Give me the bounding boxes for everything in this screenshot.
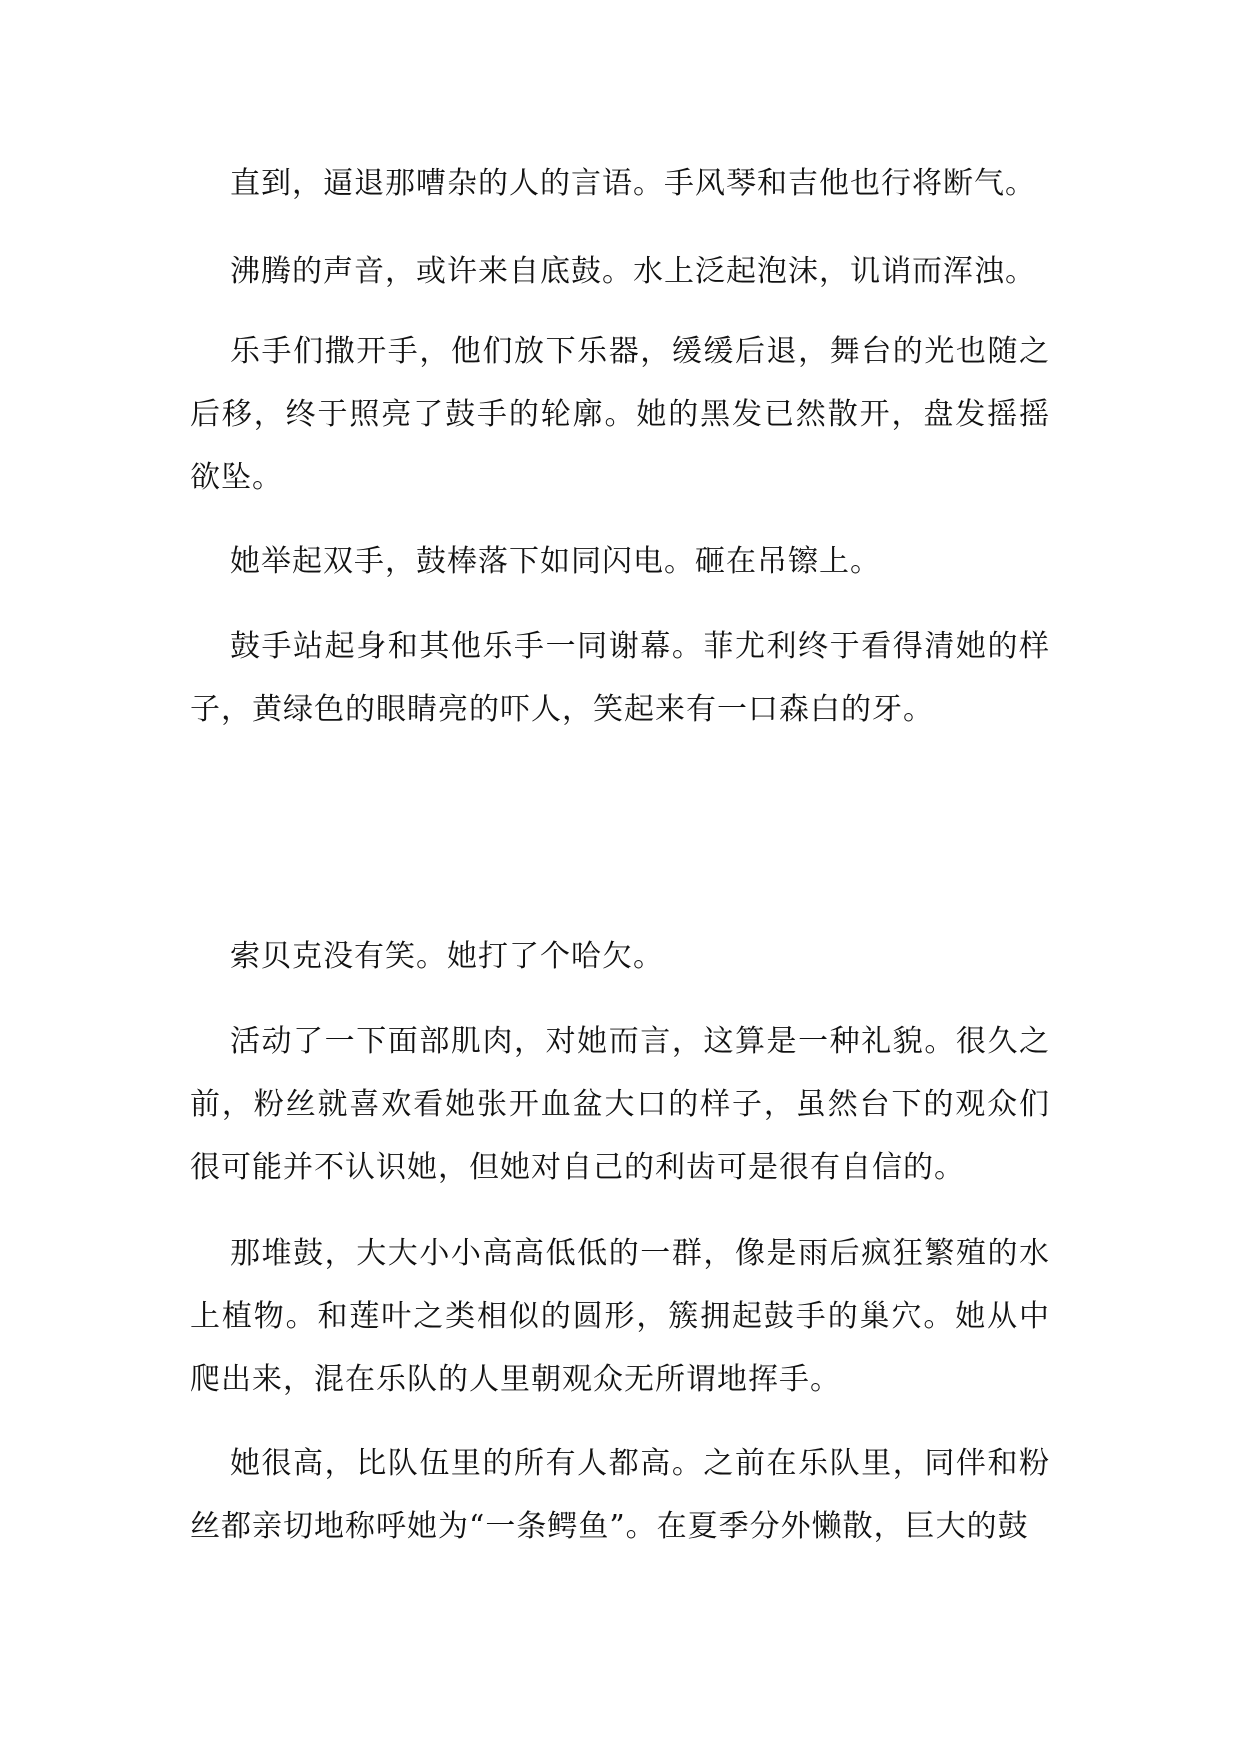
document-page — [190, 0, 1050, 1754]
paragraph-3: 乐手们撒开手，他们放下乐器，缓缓后退，舞台的光也随之后移，终于照亮了鼓手的轮廓。她的黑发已然散开，盘发摇摇欲坠。 — [190, 334, 1050, 495]
paragraph-5: 鼓手站起身和其他乐手一同谢幕。菲尤利终于看得清她的样子，黄绿色的眼睛亮的吓人，笑起来有一口森白的牙。 — [190, 629, 1050, 727]
paragraph-9: 她很高，比队伍里的所有人都高。之前在乐队里，同伴和粉丝都亲切地称呼她为“一条鳄鱼”。在夏季分外懒散，巨大的鼓 — [190, 1446, 1050, 1544]
paragraph-6: 索贝克没有笑。她打了个哈欠。 — [230, 939, 664, 974]
paragraph-1: 直到，逼退那嘈杂的人的言语。手风琴和吉他也行将断气。 — [230, 166, 1036, 201]
paragraph-4: 她举起双手，鼓棒落下如同闪电。砸在吊镲上。 — [230, 544, 881, 579]
paragraph-7: 活动了一下面部肌肉，对她而言，这算是一种礼貌。很久之前，粉丝就喜欢看她张开血盆大口的样子，虽然台下的观众们很可能并不认识她，但她对自己的利齿可是很有自信的。 — [190, 1024, 1050, 1185]
paragraph-2: 沸腾的声音，或许来自底鼓。水上泛起泡沫，讥诮而浑浊。 — [230, 254, 1036, 289]
paragraph-8: 那堆鼓，大大小小高高低低的一群，像是雨后疯狂繁殖的水上植物。和莲叶之类相似的圆形，簇拥起鼓手的巢穴。她从中爬出来，混在乐队的人里朝观众无所谓地挥手。 — [190, 1236, 1050, 1397]
